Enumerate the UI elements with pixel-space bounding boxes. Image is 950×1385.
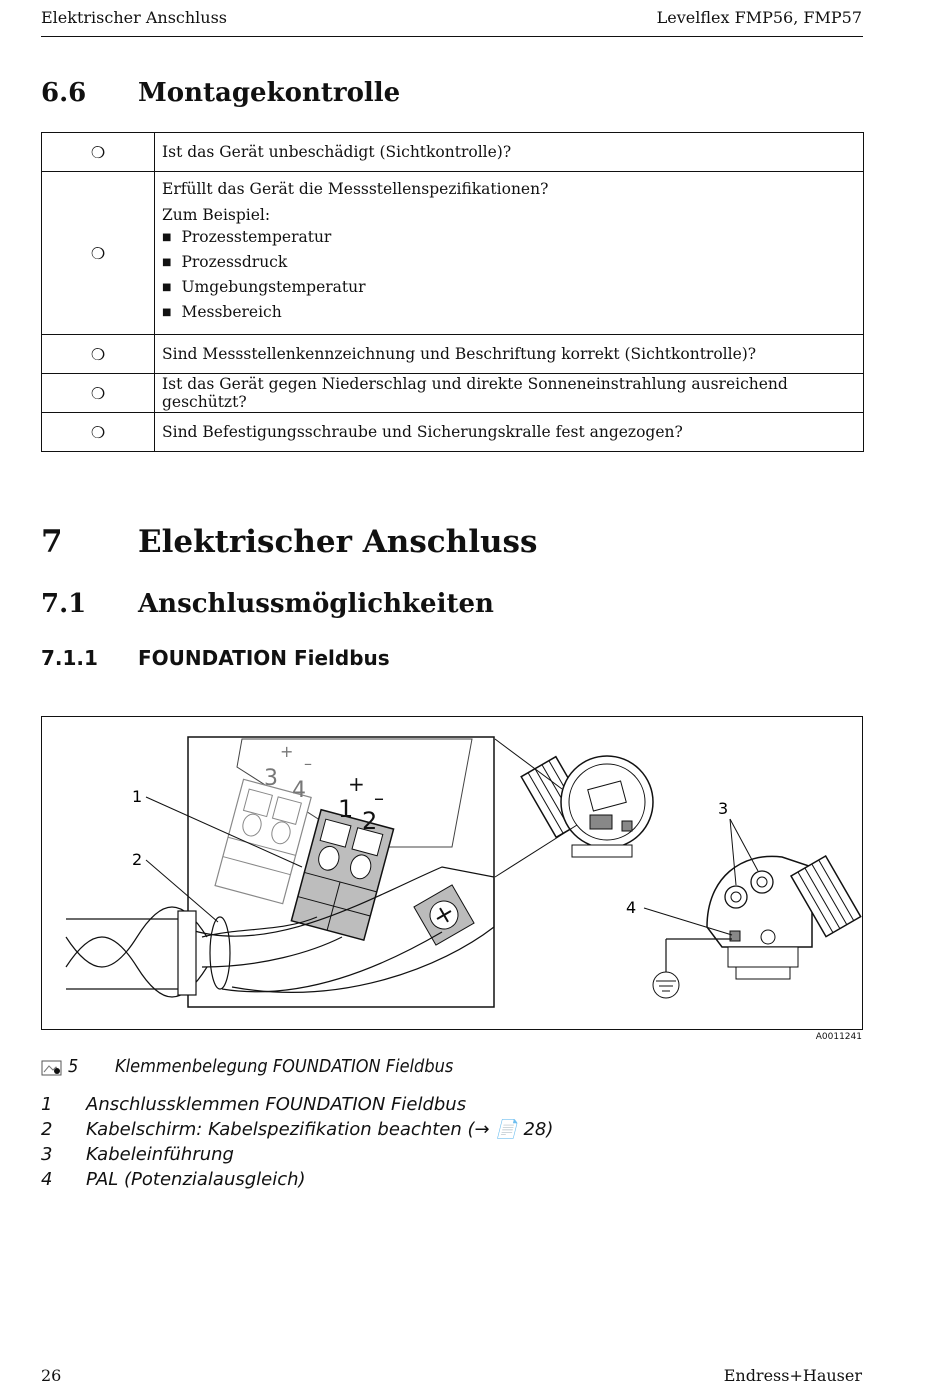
checkbox-circle[interactable]: ❍: [42, 413, 155, 452]
figure-caption-text: Klemmenbelegung FOUNDATION Fieldbus: [115, 1056, 454, 1077]
label-terminal-4: 4: [292, 778, 306, 803]
label-plus: +: [348, 772, 365, 796]
checklist-text: Sind Befestigungsschraube und Sicherungskralle fest angezogen?: [155, 413, 864, 452]
header-rule: [41, 36, 863, 37]
page-number: 26: [41, 1366, 62, 1385]
ground-icon: [653, 939, 732, 998]
checklist-text: Ist das Gerät gegen Niederschlag und direkte Sonneneinstrahlung ausreichend geschützt?: [155, 374, 864, 413]
checklist-table: [41, 132, 864, 452]
callout-2: 2: [132, 850, 143, 869]
list-item: ■ Prozesstemperatur: [162, 226, 856, 251]
legend-text[interactable]: Kabelschirm: Kabelspezifikation beachten (→ 📄 28): [86, 1119, 554, 1140]
wiring-figure: [41, 716, 863, 1030]
label-minus-rear: –: [304, 754, 312, 773]
table-row: [42, 374, 864, 413]
subsection-title-fieldbus: FOUNDATION Fieldbus: [138, 646, 390, 670]
cable-gland: [178, 911, 196, 995]
figure-icon: [41, 1060, 63, 1076]
figure-code: A0011241: [815, 1032, 862, 1042]
legend-text: Kabeleinführung: [86, 1144, 234, 1165]
zoom-line-1: [495, 825, 577, 877]
label-terminal-1: 1: [338, 795, 354, 823]
checklist-example-label: Zum Beispiel:: [162, 206, 271, 224]
transmitter-side-view: [707, 856, 861, 979]
checklist-question: Erfüllt das Gerät die Messstellenspezifikationen?: [162, 180, 549, 198]
label-minus: –: [374, 786, 384, 810]
subsection-number-7-1-1: 7.1.1: [41, 646, 98, 670]
legend-text: PAL (Potenzialausgleich): [86, 1169, 306, 1190]
header-product: Levelflex FMP56, FMP57: [656, 8, 862, 27]
checklist-text: Ist das Gerät unbeschädigt (Sichtkontrolle)?: [155, 133, 864, 172]
label-plus-rear: +: [280, 742, 294, 761]
spec-list: [162, 226, 856, 326]
callout-4: 4: [626, 898, 637, 917]
pal-terminal: [761, 930, 775, 944]
table-row: [42, 172, 864, 335]
checkbox-circle[interactable]: ❍: [42, 172, 155, 335]
list-item: ■ Messbereich: [162, 301, 856, 326]
section-title-anschluss: Anschlussmöglichkeiten: [138, 589, 494, 619]
legend-number: 1: [41, 1094, 53, 1115]
label-terminal-2: 2: [362, 807, 378, 835]
list-item: ■ Prozessdruck: [162, 251, 856, 276]
checkbox-circle[interactable]: ❍: [42, 133, 155, 172]
figure-caption-number: 5: [68, 1056, 79, 1077]
cable-entry: [725, 886, 747, 908]
section-number-7-1: 7.1: [41, 589, 87, 619]
chapter-number-7: 7: [41, 524, 63, 560]
cable-entry: [751, 871, 773, 893]
list-item: ■ Umgebungstemperatur: [162, 276, 856, 301]
chapter-title: Elektrischer Anschluss: [138, 524, 538, 560]
callout-3: 3: [718, 799, 729, 818]
legend-number: 3: [41, 1144, 53, 1165]
header-chapter: Elektrischer Anschluss: [41, 8, 228, 27]
label-terminal-3: 3: [264, 766, 278, 791]
footer-brand: Endress+Hauser: [723, 1366, 862, 1385]
table-row: [42, 133, 864, 172]
legend-text: Anschlussklemmen FOUNDATION Fieldbus: [86, 1094, 467, 1115]
checklist-text: Sind Messstellenkennzeichnung und Beschriftung korrekt (Sichtkontrolle)?: [155, 335, 864, 374]
legend-number: 4: [41, 1169, 53, 1190]
legend-number: 2: [41, 1119, 53, 1140]
table-row: [42, 413, 864, 452]
section-number-6-6: 6.6: [41, 78, 87, 108]
callout-1: 1: [132, 787, 143, 806]
checkbox-circle[interactable]: ❍: [42, 374, 155, 413]
checklist-text-spec: [155, 172, 864, 335]
table-row: [42, 335, 864, 374]
section-title-montagekontrolle: Montagekontrolle: [138, 78, 401, 108]
checkbox-circle[interactable]: ❍: [42, 335, 155, 374]
transmitter-housing: [521, 756, 653, 857]
wiring-diagram: [42, 717, 862, 1029]
